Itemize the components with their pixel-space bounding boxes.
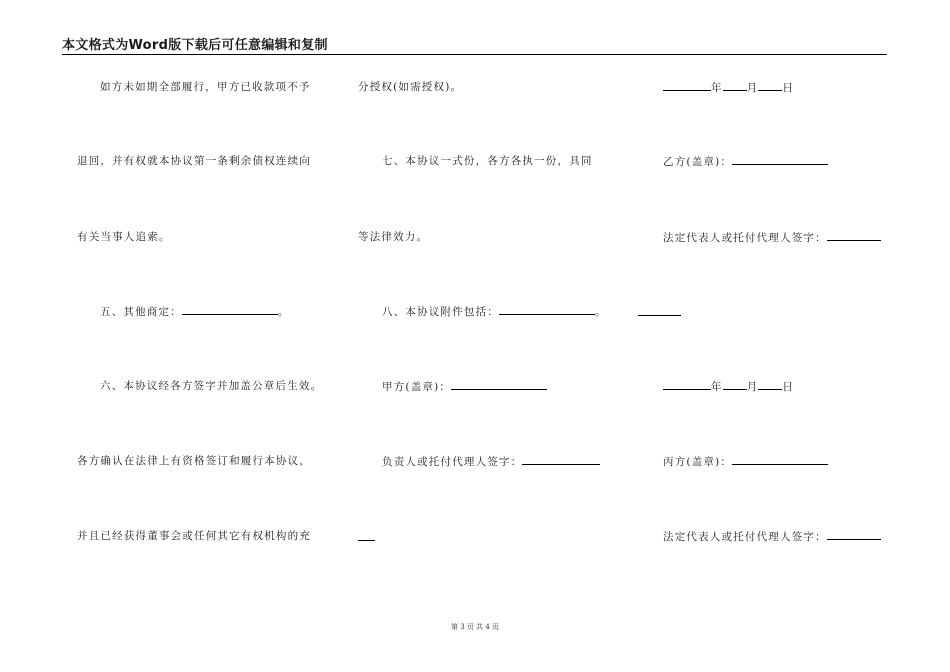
col2-line-5 — [382, 379, 547, 394]
party-a-seal-label: 甲方(盖章)： — [382, 381, 452, 393]
col1-line-6: 各方确认在法律上有资格签订和履行本协议， — [77, 455, 311, 467]
col2-line-2: 七、本协议一式份，各方各执一份，具同 — [382, 155, 593, 167]
col3-date-2 — [663, 379, 794, 394]
date1-day-label: 日 — [782, 82, 795, 94]
party-c-rep-signature-blank[interactable] — [827, 529, 881, 540]
party-b-seal-label: 乙方(盖章)： — [663, 156, 733, 168]
col3-line-3 — [663, 230, 881, 245]
col2-line-1: 分授权(如需授权)。 — [358, 81, 463, 93]
date2-day-blank[interactable] — [758, 379, 782, 390]
party-b-rep-signature-label: 法定代表人或托付代理人签字： — [663, 232, 827, 244]
other-terms-blank[interactable] — [182, 304, 278, 315]
attachments-blank[interactable] — [499, 304, 595, 315]
col3-line-7 — [663, 529, 881, 544]
col1-line-3: 有关当事人追索。 — [77, 231, 171, 243]
col2-line-6 — [382, 454, 600, 469]
page-number-footer: 第 3 页 共 4 页 — [450, 623, 500, 631]
other-terms-label: 五、其他商定： — [100, 306, 182, 318]
stray-blank-line — [638, 305, 681, 316]
attachments-period: 。 — [595, 306, 607, 318]
date2-year-blank[interactable] — [663, 379, 711, 390]
date2-month-label: 月 — [746, 381, 759, 393]
principal-signature-blank[interactable] — [522, 454, 600, 465]
party-c-seal-blank[interactable] — [732, 454, 828, 465]
date1-month-label: 月 — [746, 82, 759, 94]
col3-line-6 — [663, 454, 828, 469]
col1-line-2: 退回，并有权就本协议第一条剩余债权连续向 — [77, 155, 311, 167]
principal-signature-label: 负责人或托付代理人签字： — [382, 456, 523, 468]
date2-day-label: 日 — [782, 381, 795, 393]
col2-line-4 — [382, 304, 607, 319]
col2-line-3: 等法律效力。 — [358, 231, 429, 243]
attachments-label: 八、本协议附件包括： — [382, 306, 499, 318]
col1-line-4 — [100, 304, 290, 319]
party-b-seal-blank[interactable] — [732, 154, 828, 165]
date1-month-blank[interactable] — [723, 80, 747, 91]
date1-day-blank[interactable] — [758, 80, 782, 91]
col3-line-2 — [663, 154, 828, 169]
col1-line-5: 六、本协议经各方签字并加盖公章后生效。 — [100, 380, 323, 392]
col3-date-1 — [663, 80, 794, 95]
header-title: 本文格式为Word版下载后可任意编辑和复制 — [62, 38, 328, 53]
col1-line-7: 并且已经获得董事会或任何其它有权机构的充 — [77, 530, 311, 542]
page-header — [62, 36, 887, 55]
other-terms-period: 。 — [277, 306, 290, 318]
date1-year-label: 年 — [711, 82, 723, 94]
party-a-seal-blank[interactable] — [451, 379, 547, 390]
date2-month-blank[interactable] — [723, 379, 747, 390]
date1-year-blank[interactable] — [663, 80, 711, 91]
party-c-seal-label: 丙方(盖章)： — [663, 456, 733, 468]
party-b-rep-signature-blank[interactable] — [827, 230, 881, 241]
col1-line-1: 如方未如期全部履行，甲方已收款项不予 — [100, 81, 311, 93]
party-c-rep-signature-label: 法定代表人或托付代理人签字： — [663, 531, 827, 543]
date2-year-label: 年 — [711, 381, 723, 393]
continuation-blank[interactable] — [358, 530, 375, 541]
